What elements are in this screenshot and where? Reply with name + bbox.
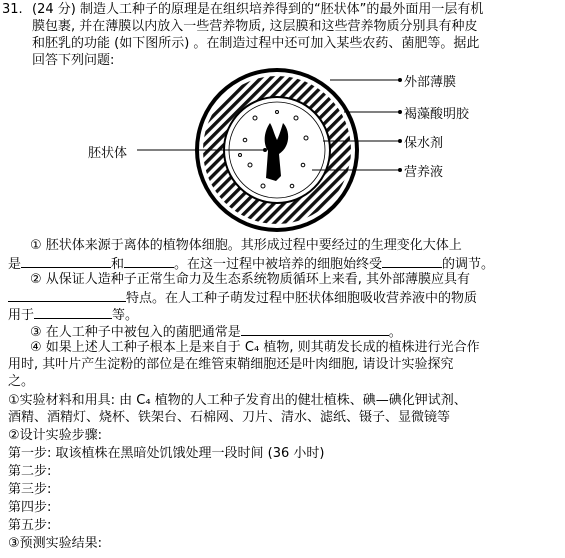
q3-blank [241, 323, 389, 336]
q1-line-1: ① 胚状体来源于离体的植物体细胞。其形成过程中要经过的生理变化大体上 [30, 238, 462, 253]
q1-text-1: 是 [8, 257, 22, 272]
step-1: 第一步: 取该植株在黑暗处饥饿处理一段时间 (36 小时) [8, 446, 325, 461]
results-title: ③预测实验结果: [8, 536, 103, 551]
q2-line-1: ② 从保证人造种子正常生命力及生态系统物质循环上来看, 其外部薄膜应具有 [30, 272, 471, 287]
steps-title: ②设计实验步骤: [8, 428, 103, 443]
q4-line-2: 用时, 其叶片产生淀粉的部位是在维管束鞘细胞还是叶肉细胞, 请设计实验探究 [8, 357, 454, 372]
q2-text-1: 特点。在人工种子萌发过程中胚状体细胞吸收营养液中的物质 [126, 291, 478, 306]
q1-line-2 [8, 255, 494, 273]
step-3: 第三步: [8, 482, 52, 497]
intro-line-1: (24 分) 制造人工种子的原理是在组织培养得到的“胚状体”的最外面用一层有机 [32, 2, 484, 17]
q2-text-2: 用于 [8, 308, 35, 323]
intro-line-2: 膜包裹, 并在薄膜以内放入一些营养物质, 这层膜和这些营养物质分别具有种皮 [32, 19, 478, 34]
q2-line-2 [8, 289, 477, 307]
intro-line-3: 和胚乳的功能 (如下图所示) 。在制造过程中还可加入某些农药、菌肥等。据此 [32, 36, 480, 51]
materials-line-1: ①实验材料和用具: 由 C₄ 植物的人工种子发育出的健壮植株、碘—碘化钾试剂、 [8, 393, 467, 408]
q1-text-3: 。在这一过程中被培养的细胞始终受 [174, 257, 383, 272]
label-alginate: 褐藻酸明胶 [404, 107, 470, 122]
label-nutrient: 营养液 [404, 165, 444, 180]
q2-text-3: 等。 [112, 308, 139, 323]
label-water-keeper: 保水剂 [404, 136, 444, 151]
step-2: 第二步: [8, 464, 52, 479]
q1-text-2: 和 [111, 257, 125, 272]
step-4: 第四步: [8, 500, 52, 515]
q1-blank-1 [21, 255, 111, 268]
q1-blank-2 [124, 255, 174, 268]
q1-blank-3 [382, 255, 442, 268]
q2-blank-2 [34, 306, 112, 319]
question-number: 31. [2, 2, 23, 17]
q2-blank-1 [8, 289, 126, 302]
q2-line-3 [8, 306, 138, 324]
q3-text-2: 。 [388, 325, 402, 340]
q4-line-3: 之。 [8, 374, 35, 389]
q4-line-1: ④ 如果上述人工种子根本上是来自于 C₄ 植物, 则其萌发长成的植株进行光合作 [30, 340, 480, 355]
q3-line [30, 323, 402, 341]
q3-text-1: ③ 在人工种子中被包入的菌肥通常是 [30, 325, 241, 340]
q1-text-4: 的调节。 [442, 257, 495, 272]
label-outer-film: 外部薄膜 [404, 75, 457, 90]
step-5: 第五步: [8, 518, 52, 533]
label-embryoid: 胚状体 [88, 146, 128, 161]
intro-line-4: 回答下列问题: [32, 53, 115, 68]
materials-line-2: 酒精、酒精灯、烧杯、铁架台、石棉网、刀片、清水、滤纸、镊子、显微镜等 [8, 410, 451, 425]
